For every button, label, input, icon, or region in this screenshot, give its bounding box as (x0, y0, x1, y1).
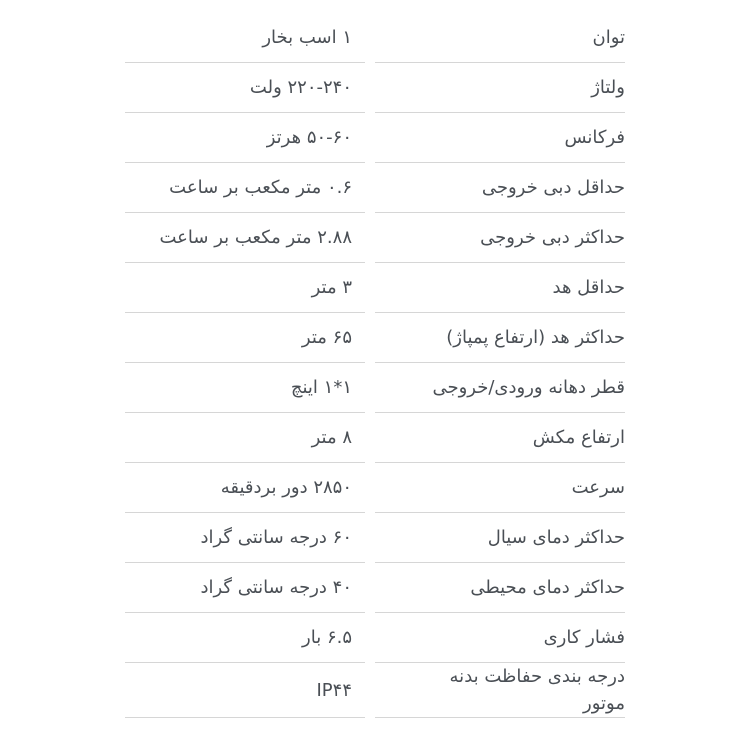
spec-value-cell (125, 363, 365, 413)
spec-value-cell (125, 513, 365, 563)
spec-label: ولتاژ (591, 77, 625, 98)
spec-label-cell (375, 213, 625, 263)
spec-label-cell (375, 563, 625, 613)
specifications-table (125, 13, 625, 718)
spec-value: ۱ اسب بخار (262, 27, 352, 48)
spec-value-cell (125, 613, 365, 663)
spec-value-cell (125, 63, 365, 113)
table-row (125, 313, 625, 363)
spec-value-cell (125, 413, 365, 463)
spec-label-cell (375, 663, 625, 718)
spec-value: ۲۸۵۰ دور بردقیقه (220, 477, 352, 498)
spec-value: ۰.۶ متر مکعب بر ساعت (169, 177, 352, 198)
spec-value: ۶۰ درجه سانتی گراد (200, 527, 352, 548)
spec-label: حداکثر دمای سیال (487, 527, 625, 548)
spec-value: ۸ متر (311, 427, 352, 448)
table-row (125, 413, 625, 463)
spec-value-cell (125, 263, 365, 313)
spec-label-cell (375, 513, 625, 563)
spec-label: حداکثر دبی خروجی (480, 227, 625, 248)
spec-label-cell (375, 613, 625, 663)
spec-label: ارتفاع مکش (532, 427, 625, 448)
spec-value: ۲۲۰-۲۴۰ ولت (249, 77, 352, 98)
spec-value: ۵۰-۶۰ هرتز (266, 127, 352, 148)
spec-label-cell (375, 163, 625, 213)
spec-value: ۴۰ درجه سانتی گراد (200, 577, 352, 598)
table-row (125, 163, 625, 213)
spec-value: ۳ متر (311, 277, 352, 298)
spec-label-cell (375, 63, 625, 113)
spec-label-cell (375, 413, 625, 463)
spec-label-cell (375, 263, 625, 313)
spec-value-cell (125, 213, 365, 263)
spec-label-cell (375, 13, 625, 63)
spec-label: درجه بندی حفاظت بدنه موتور (449, 666, 625, 714)
table-row (125, 513, 625, 563)
table-row (125, 663, 625, 718)
spec-value-cell (125, 163, 365, 213)
spec-value-cell (125, 313, 365, 363)
table-row (125, 363, 625, 413)
spec-label: حداقل هد (552, 277, 625, 298)
spec-value-cell (125, 463, 365, 513)
spec-label-cell (375, 363, 625, 413)
spec-label: فشار کاری (543, 627, 625, 648)
spec-label: حداکثر هد (ارتفاع پمپاژ) (446, 327, 625, 348)
spec-value: ۱*۱ اینچ (290, 377, 352, 398)
spec-label: فرکانس (564, 127, 625, 148)
spec-label: قطر دهانه ورودی/خروجی (432, 377, 625, 398)
spec-label: حداقل دبی خروجی (481, 177, 625, 198)
table-row (125, 113, 625, 163)
spec-value-cell (125, 563, 365, 613)
table-row (125, 213, 625, 263)
spec-value-cell (125, 113, 365, 163)
spec-label-cell (375, 463, 625, 513)
table-row (125, 13, 625, 63)
spec-value: ۶.۵ بار (302, 627, 352, 648)
spec-value: ۲.۸۸ متر مکعب بر ساعت (159, 227, 352, 248)
spec-label: سرعت (571, 477, 625, 498)
spec-value: IP۴۴ (316, 679, 352, 701)
spec-value-cell (125, 13, 365, 63)
spec-value-cell (125, 663, 365, 718)
spec-label-cell (375, 113, 625, 163)
table-row (125, 613, 625, 663)
table-row (125, 63, 625, 113)
table-row (125, 263, 625, 313)
spec-label: حداکثر دمای محیطی (470, 577, 625, 598)
table-row (125, 563, 625, 613)
spec-label-cell (375, 313, 625, 363)
spec-label: توان (592, 27, 625, 48)
spec-value: ۶۵ متر (301, 327, 352, 348)
table-row (125, 463, 625, 513)
